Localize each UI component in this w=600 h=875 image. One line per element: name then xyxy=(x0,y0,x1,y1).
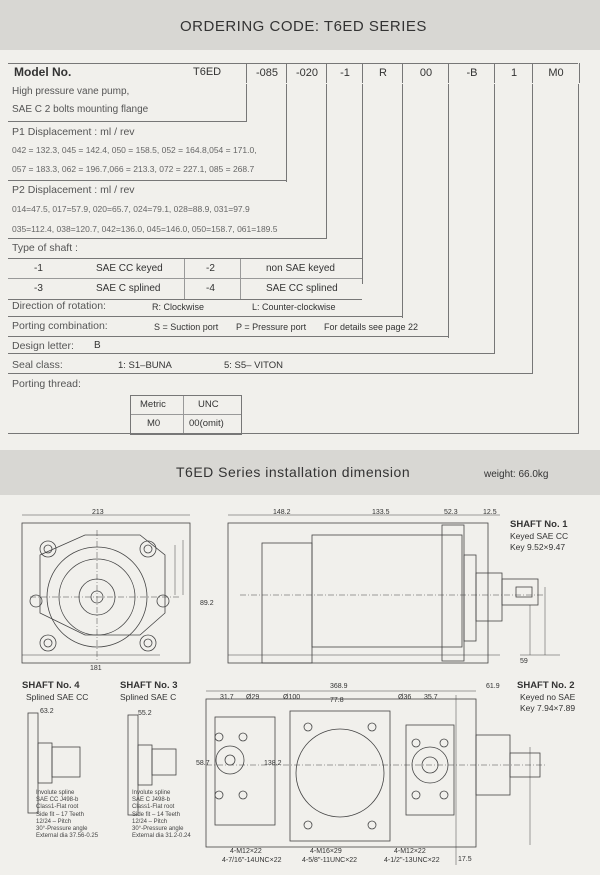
shaft4-line1: Splined SAE CC xyxy=(26,692,89,702)
p2-label: P2 Displacement : ml / rev xyxy=(12,184,135,196)
p1-values-row2: 057 = 183.3, 062 = 196.7,066 = 213.3, 072 = 227.1, 085 = 268.7 xyxy=(12,164,255,174)
thread-value-unc: 00(omit) xyxy=(189,418,224,429)
drop-line-p2b xyxy=(326,84,327,239)
code-cell-series: T6ED xyxy=(193,66,222,78)
dim-61: 61.9 xyxy=(486,683,500,690)
dim-138: 138.2 xyxy=(264,760,282,767)
shaft-code-1: -1 xyxy=(34,263,43,274)
shaft-table xyxy=(8,258,362,300)
p2-values-row1: 014=47.5, 017=57.9, 020=65.7, 024=79.1, 028=88.9, 031=97.9 xyxy=(12,204,250,214)
dim-181: 181 xyxy=(90,665,102,672)
shaft3-line1: Splined SAE C xyxy=(120,692,177,702)
install-title: T6ED Series installation dimension xyxy=(176,464,411,480)
thread-note-3: 4-M16×29 xyxy=(310,848,342,855)
shaft-code-2: -2 xyxy=(206,263,215,274)
model-desc-1: High pressure vane pump, xyxy=(12,86,130,97)
code-cell-seal: 1 xyxy=(494,63,533,83)
dim-12: 12.5 xyxy=(483,509,497,516)
p2-values-row2: 035=112.4, 038=120.7, 042=136.0, 045=146.0, 050=158.7, 061=189.5 xyxy=(12,224,278,234)
shaft2-title: SHAFT No. 2 xyxy=(517,680,575,691)
dim-59: 59 xyxy=(520,658,528,665)
thread-note-6: 4-1/2"-13UNC×22 xyxy=(384,857,440,864)
shaft3-notes: Involute spline SAE C J498-b Class1-Flat root Side fit – 14 Teeth 12/24 – Pitch 30°-Pressure angle External dia 31.2-0.24 xyxy=(132,790,191,840)
dim-29: Ø29 xyxy=(246,694,260,701)
dim-63: 63.2 xyxy=(40,708,54,715)
shaft4-notes: Involute spline SAE CC J498-b Class1-Flat root Side fit – 17 Teeth 12/24 – Pitch 30°-Pressure angle External dia 37.56-0.25 xyxy=(36,790,99,840)
thread-value-metric: M0 xyxy=(147,418,161,429)
shaft1-line1: Keyed SAE CC xyxy=(510,531,569,541)
shaft1-line2: Key 9.52×9.47 xyxy=(510,542,566,552)
design-label: Design letter: xyxy=(12,340,74,352)
porting-p: P = Pressure port xyxy=(236,322,307,332)
porting-note: For details see page 22 xyxy=(324,322,419,332)
rotation-l: L: Counter-clockwise xyxy=(252,302,336,312)
thread-note-5: 4-M12×22 xyxy=(394,848,426,855)
code-cell-design: -B xyxy=(448,63,495,83)
rotation-r: R: Clockwise xyxy=(152,302,205,312)
drop-line-shaft xyxy=(362,84,363,284)
shaft-name-1: SAE CC keyed xyxy=(96,263,163,274)
thread-note-2: 4-7/16"-14UNC×22 xyxy=(222,857,282,864)
porting-label: Porting combination: xyxy=(12,320,108,332)
p1-label: P1 Displacement : ml / rev xyxy=(12,126,135,138)
rotation-label: Direction of rotation: xyxy=(12,300,106,312)
dim-368: 368.9 xyxy=(330,683,348,690)
dim-31: 31.7 xyxy=(220,694,234,701)
drop-line-p2 xyxy=(286,84,287,182)
page-title: ORDERING CODE: T6ED SERIES xyxy=(180,18,427,35)
code-cell-rotation: R xyxy=(362,63,403,83)
dim-148: 148.2 xyxy=(273,509,291,516)
drop-line-design xyxy=(494,84,495,354)
dim-52: 52.3 xyxy=(444,509,458,516)
drop-line-p1 xyxy=(246,84,247,122)
drop-line-rotation xyxy=(402,84,403,318)
dim-55: 55.2 xyxy=(138,710,152,717)
seal-label: Seal class: xyxy=(12,359,63,371)
code-cell-p2: -020 xyxy=(286,63,327,83)
seal-s1: 1: S1–BUNA xyxy=(118,360,172,371)
dim-133: 133.5 xyxy=(372,509,390,516)
dim-213: 213 xyxy=(92,509,104,516)
install-weight: weight: 66.0kg xyxy=(484,469,549,480)
thread-label: Porting thread: xyxy=(12,378,81,390)
shaft-name-3: SAE C splined xyxy=(96,283,161,294)
shaft-label: Type of shaft : xyxy=(12,242,78,254)
thread-note-1: 4-M12×22 xyxy=(230,848,262,855)
shaft-code-3: -3 xyxy=(34,283,43,294)
code-cell-porting: 00 xyxy=(402,63,449,83)
drop-line-seal xyxy=(532,84,533,374)
shaft-code-4: -4 xyxy=(206,283,215,294)
side-view-outline xyxy=(228,523,488,663)
dim-35: 35.7 xyxy=(424,694,438,701)
dim-17: 17.5 xyxy=(458,856,472,863)
dim-100: Ø100 xyxy=(283,694,301,701)
shaft2-line2: Key 7.94×7.89 xyxy=(520,703,576,713)
code-cell-thread: M0 xyxy=(532,63,580,83)
porting-s: S = Suction port xyxy=(154,322,219,332)
thread-header-metric: Metric xyxy=(140,399,166,410)
dim-77: 77.8 xyxy=(330,697,344,704)
code-cell-p1: -085 xyxy=(246,63,287,83)
design-value: B xyxy=(94,340,101,351)
thread-table xyxy=(130,395,242,435)
drop-line-porting xyxy=(448,84,449,338)
dim-58: 58.7 xyxy=(196,760,210,767)
shaft-name-2: non SAE keyed xyxy=(266,263,335,274)
dim-89: 89.2 xyxy=(200,600,214,607)
shaft1-title: SHAFT No. 1 xyxy=(510,519,568,530)
seal-s5: 5: S5– VITON xyxy=(224,360,283,371)
shaft3-title: SHAFT No. 3 xyxy=(120,680,178,691)
model-desc-2: SAE C 2 bolts mounting flange xyxy=(12,104,149,115)
thread-note-4: 4-5/8"-11UNC×22 xyxy=(302,857,358,864)
front-flange xyxy=(40,535,165,635)
dim-36: Ø36 xyxy=(398,694,412,701)
p1-values-row1: 042 = 132.3, 045 = 142.4, 050 = 158.5, 052 = 164.8,054 = 171.0, xyxy=(12,145,257,155)
drop-line-thread xyxy=(578,84,579,434)
code-cell-shaft: -1 xyxy=(326,63,363,83)
thread-header-unc: UNC xyxy=(198,399,219,410)
model-label: Model No. xyxy=(14,65,72,79)
shaft4-title: SHAFT No. 4 xyxy=(22,680,80,691)
shaft-name-4: SAE CC splined xyxy=(266,283,338,294)
shaft2-line1: Keyed no SAE xyxy=(520,692,576,702)
